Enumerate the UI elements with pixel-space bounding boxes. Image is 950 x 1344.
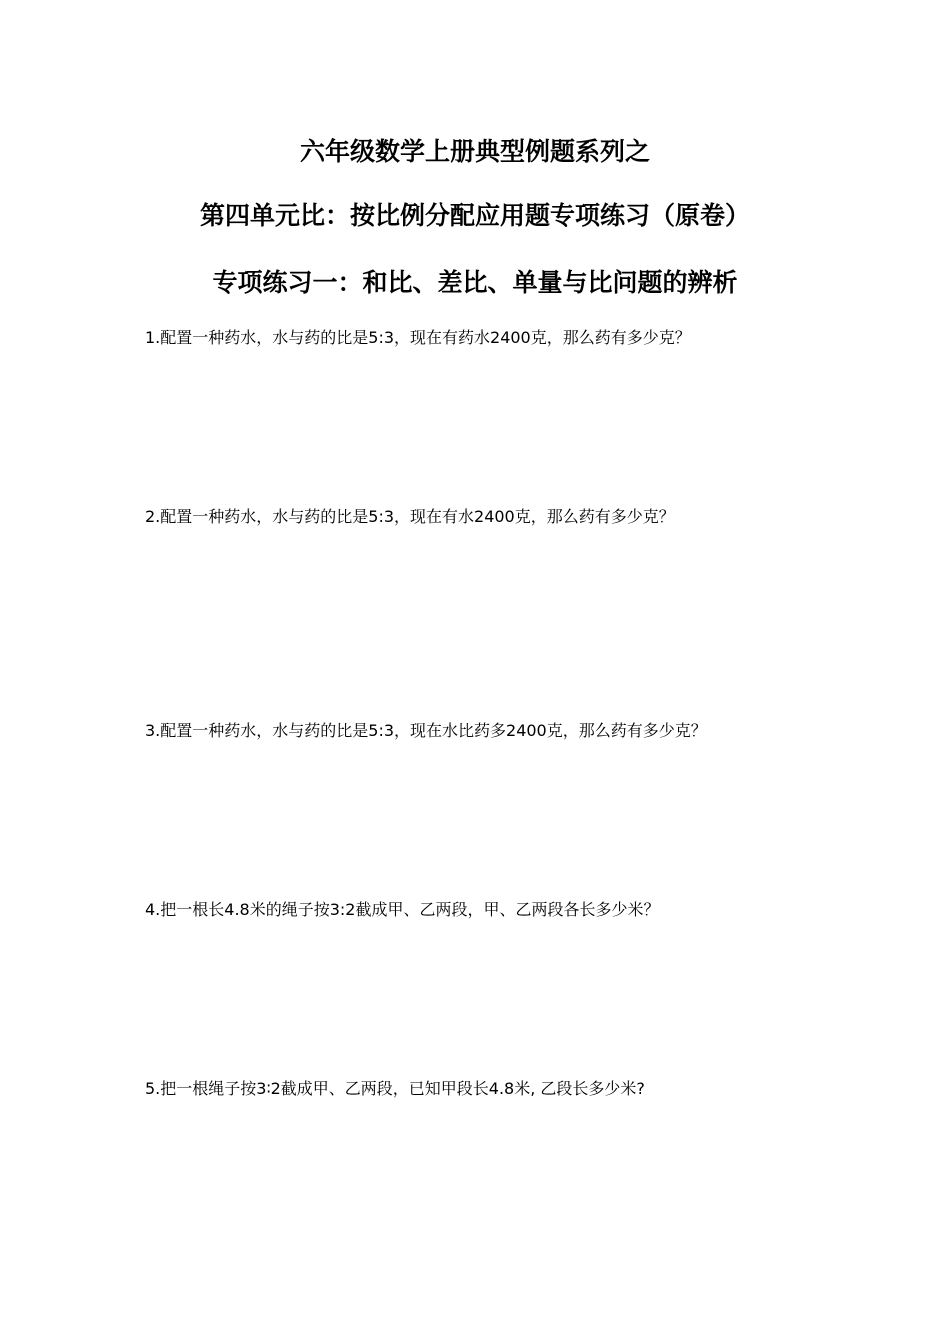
question-1: 1.配置一种药水，水与药的比是5:3，现在有药水2400克，那么药有多少克？	[145, 328, 691, 347]
exercise-title: 专项练习一：和比、差比、单量与比问题的辨析	[212, 268, 738, 297]
unit-title: 第四单元比：按比例分配应用题专项练习（原卷）	[199, 201, 750, 230]
question-2: 2.配置一种药水，水与药的比是5:3，现在有水2400克，那么药有多少克？	[145, 507, 675, 526]
question-3: 3.配置一种药水，水与药的比是5:3，现在水比药多2400克，那么药有多少克？	[145, 721, 707, 740]
question-5: 5.把一根绳子按3∶2截成甲、乙两段，已知甲段长4.8米, 乙段长多少米?	[145, 1079, 645, 1098]
question-4: 4.把一根长4.8米的绳子按3:2截成甲、乙两段，甲、乙两段各长多少米？	[145, 900, 660, 919]
series-title: 六年级数学上册典型例题系列之	[299, 137, 650, 166]
